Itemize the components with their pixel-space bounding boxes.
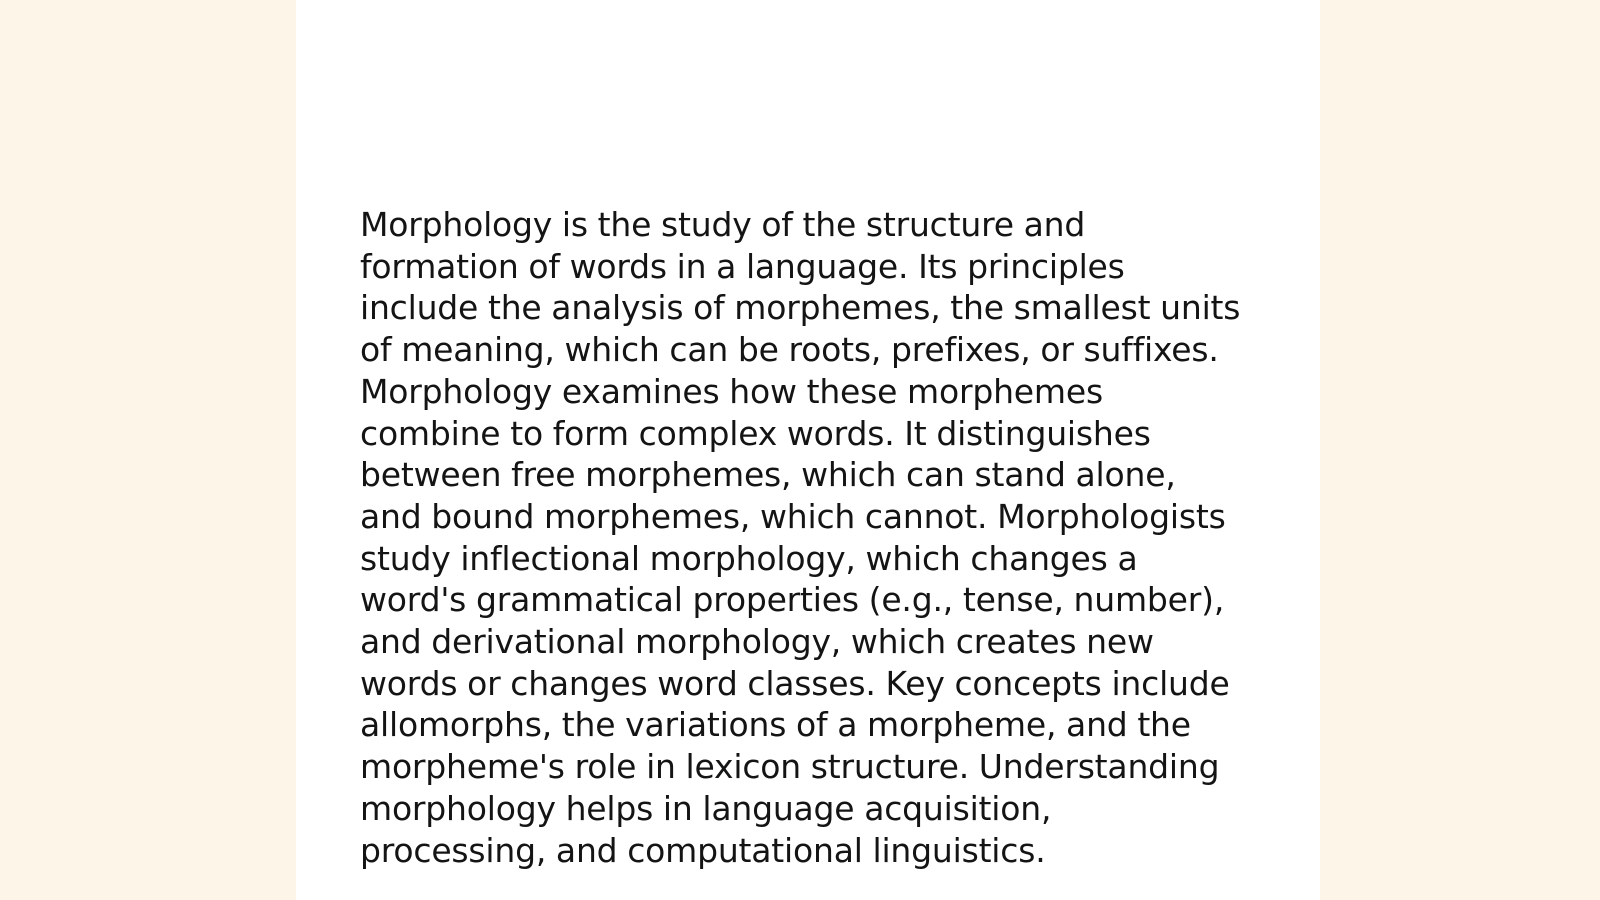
text-line: of meaning, which can be roots, prefixes, or suffixes. [360,330,1219,370]
text-line: study inflectional morphology, which changes a [360,538,1138,578]
text-line: morphology helps in language acquisition, [360,788,1052,828]
text-line: morpheme's role in lexicon structure. Understanding [360,747,1220,787]
text-line: formation of words in a language. Its principles [360,246,1125,286]
text-line: allomorphs, the variations of a morpheme, and the [360,705,1191,745]
text-line: words or changes word classes. Key concepts include [360,663,1230,703]
text-line: Morphology examines how these morphemes [360,371,1103,411]
text-line: between free morphemes, which can stand alone, [360,455,1176,495]
text-line: Morphology is the study of the structure and [360,205,1086,244]
text-line: processing, and computational linguistics. [360,830,1046,870]
text-line: and derivational morphology, which creates new [360,622,1154,662]
body-paragraph [360,204,1260,871]
text-line: include the analysis of morphemes, the smallest units [360,288,1241,328]
document-page [296,0,1320,900]
text-line: word's grammatical properties (e.g., tense, number), [360,580,1225,620]
text-line: combine to form complex words. It distinguishes [360,413,1151,453]
text-line: and bound morphemes, which cannot. Morphologists [360,496,1226,536]
